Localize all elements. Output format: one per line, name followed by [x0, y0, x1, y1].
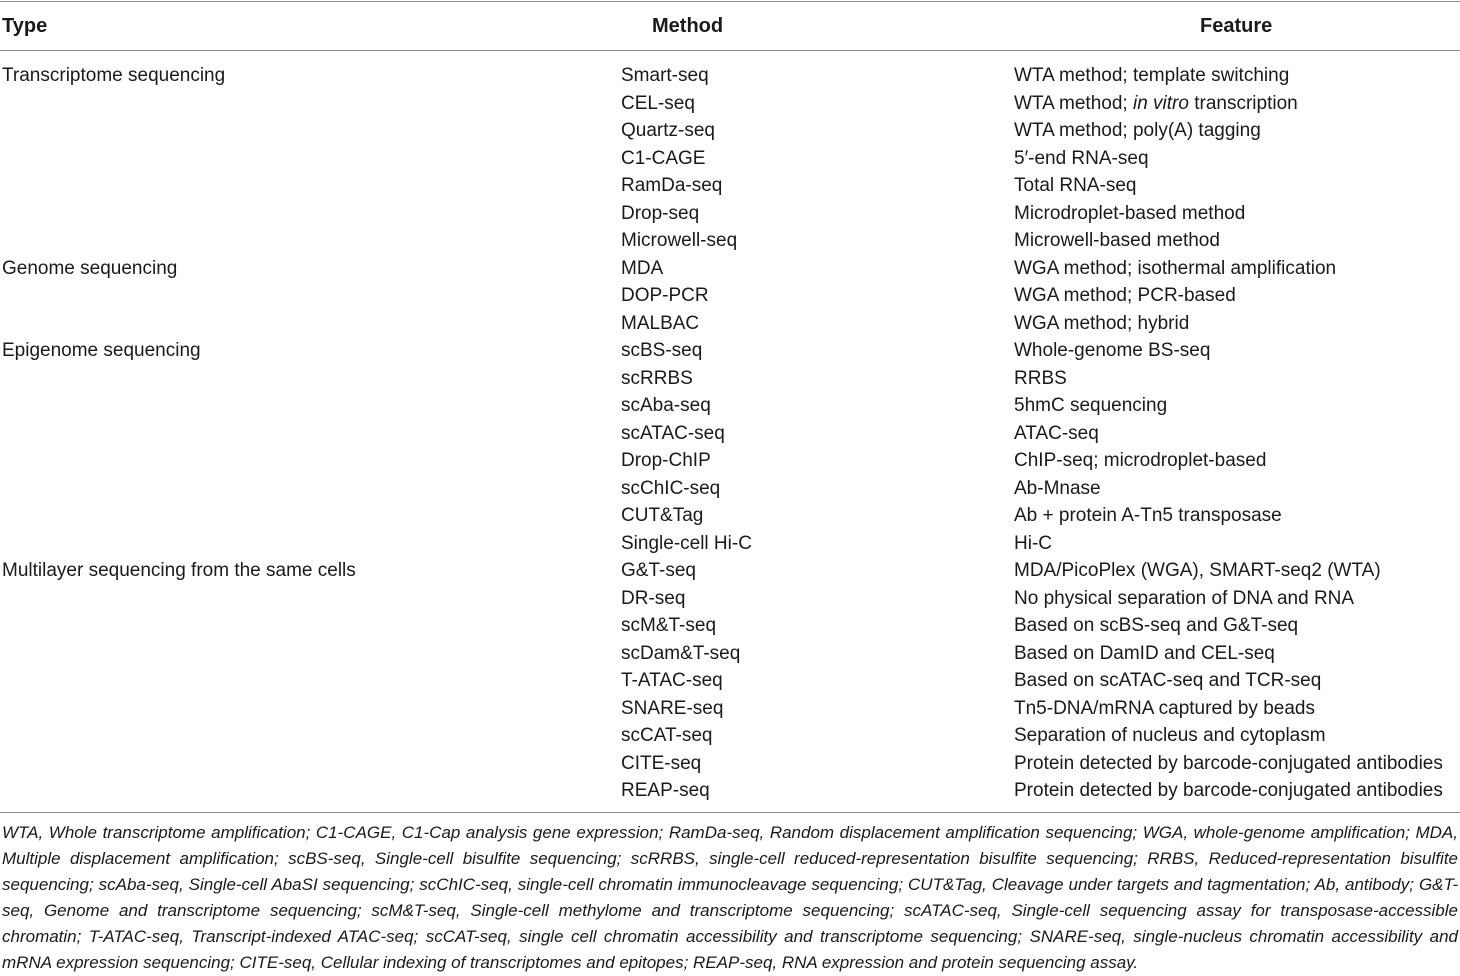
cell-feature-italic: in vitro: [1132, 92, 1189, 114]
cell-method: SNARE-seq: [621, 697, 724, 719]
column-header-feature: Feature: [1200, 15, 1273, 37]
cell-feature: WTA method; poly(A) tagging: [1014, 120, 1261, 141]
cell-method: CUT&Tag: [621, 505, 704, 526]
cell-method: Drop-seq: [621, 202, 700, 224]
table-row: [0, 447, 1460, 475]
cell-method: scChIC-seq: [621, 477, 721, 499]
cell-method: C1-CAGE: [621, 147, 706, 169]
cell-feature: [1014, 90, 1298, 118]
table-row: [0, 392, 1460, 420]
cell-feature: Based on scBS-seq and G&T-seq: [1014, 615, 1299, 636]
cell-method: Quartz-seq: [621, 120, 715, 141]
cell-feature-text: transcription: [1188, 92, 1298, 114]
cell-feature: RRBS: [1014, 367, 1067, 389]
cell-feature: Tn5-DNA/mRNA captured by beads: [1014, 697, 1315, 719]
cell-feature: Whole-genome BS-seq: [1014, 340, 1211, 361]
table-top-rule: [0, 1, 1460, 2]
cell-method: scATAC-seq: [621, 422, 725, 444]
table-row: [0, 612, 1460, 640]
table-row: [0, 172, 1460, 200]
cell-method: Smart-seq: [621, 65, 709, 86]
table-row: [0, 117, 1460, 145]
table-row: [0, 90, 1460, 118]
column-header-method: Method: [652, 15, 724, 37]
cell-method: MDA: [621, 257, 664, 279]
cell-method: scBS-seq: [621, 340, 703, 361]
cell-method: scM&T-seq: [621, 615, 717, 636]
cell-method: DR-seq: [621, 587, 686, 609]
table-row: [0, 145, 1460, 173]
table-footnote: WTA, Whole transcriptome amplification; C1-CAGE, C1-Cap analysis gene expression; RamDa-seq, Random displacement amplification sequencing; WGA, whole-genome amplification; MDA, Multiple displacement amplification; scBS-seq, Single-cell bisulfite sequencing; scRRBS, single-cell reduced-representation bisulfite sequencing; RRBS, Reduced-representation bisulfite sequencing; scAba-seq, Single-cell AbaSI sequencing; scChIC-seq, single-cell chromatin immunocleavage sequencing; CUT&Tag, Cleavage under targets and tagmentation; Ab, antibody; G&T-seq, Genome and transcriptome sequencing; scM&T-seq, Single-cell methylome and transcriptome sequencing; scATAC-seq, Single-cell sequencing assay for transposase-accessible chromatin; T-ATAC-seq, Transcript-indexed ATAC-seq; scCAT-seq, single cell chromatin accessibility and transcriptome sequencing; SNARE-seq, single-nucleus chromatin accessibility and mRNA expression sequencing; CITE-seq, Cellular indexing of transcriptomes and epitopes; REAP-seq, RNA expression and protein sequencing assay.: [2, 823, 1458, 972]
cell-feature: Ab + protein A-Tn5 transposase: [1014, 505, 1282, 526]
cell-feature: ChIP-seq; microdroplet-based: [1014, 450, 1267, 471]
cell-feature: Protein detected by barcode-conjugated antibodies: [1014, 752, 1443, 774]
cell-method: scRRBS: [621, 367, 693, 389]
table-row: [0, 200, 1460, 228]
table-row: [0, 502, 1460, 530]
cell-feature: WGA method; PCR-based: [1014, 285, 1236, 306]
cell-method: Microwell-seq: [621, 230, 738, 251]
table-row: [0, 667, 1460, 695]
header-bottom-rule: [0, 50, 1460, 51]
cell-feature: Microdroplet-based method: [1014, 202, 1246, 224]
cell-feature: MDA/PicoPlex (WGA), SMART-seq2 (WTA): [1014, 560, 1381, 581]
cell-method: scDam&T-seq: [621, 642, 741, 664]
column-header-type: Type: [2, 15, 48, 37]
cell-feature: Ab-Mnase: [1014, 477, 1101, 499]
cell-method: MALBAC: [621, 312, 700, 334]
table-row: [0, 722, 1460, 750]
table-row: [0, 530, 1460, 558]
cell-type: Multilayer sequencing from the same cells: [2, 560, 356, 581]
cell-feature: 5′-end RNA-seq: [1014, 147, 1149, 169]
table-row: [0, 227, 1460, 255]
cell-feature: Microwell-based method: [1014, 230, 1220, 251]
cell-feature: No physical separation of DNA and RNA: [1014, 587, 1355, 609]
cell-method: scCAT-seq: [621, 725, 713, 746]
cell-method: REAP-seq: [621, 780, 710, 801]
cell-feature-text: WTA method;: [1014, 92, 1133, 114]
table-row: [0, 585, 1460, 613]
cell-feature: WTA method; template switching: [1014, 65, 1290, 86]
table-row: [0, 777, 1460, 805]
cell-method: T-ATAC-seq: [621, 670, 723, 691]
cell-feature: 5hmC sequencing: [1014, 395, 1168, 416]
table-row: [0, 337, 1460, 365]
cell-feature: Protein detected by barcode-conjugated antibodies: [1014, 780, 1443, 801]
cell-method: CITE-seq: [621, 752, 702, 774]
table-row: [0, 310, 1460, 338]
table-row: [0, 695, 1460, 723]
cell-feature: WGA method; isothermal amplification: [1014, 257, 1337, 279]
cell-feature: ATAC-seq: [1014, 422, 1099, 444]
table-row: [0, 255, 1460, 283]
cell-method: DOP-PCR: [621, 285, 709, 306]
cell-feature: WGA method; hybrid: [1014, 312, 1190, 334]
cell-method: CEL-seq: [621, 92, 695, 114]
table-row: [0, 640, 1460, 668]
cell-method: scAba-seq: [621, 395, 711, 416]
cell-feature: Hi-C: [1014, 532, 1052, 554]
table-row: [0, 62, 1460, 90]
table-row: [0, 420, 1460, 448]
cell-type: Transcriptome sequencing: [2, 65, 226, 86]
cell-method: Drop-ChIP: [621, 450, 711, 471]
cell-feature: Based on DamID and CEL-seq: [1014, 642, 1275, 664]
cell-feature: Total RNA-seq: [1014, 175, 1137, 196]
table-row: [0, 365, 1460, 393]
cell-method: RamDa-seq: [621, 175, 723, 196]
table-row: [0, 557, 1460, 585]
cell-method: G&T-seq: [621, 560, 696, 581]
cell-type: Epigenome sequencing: [2, 340, 201, 361]
cell-feature: Separation of nucleus and cytoplasm: [1014, 725, 1326, 746]
table-body: [0, 62, 1460, 805]
cell-feature: Based on scATAC-seq and TCR-seq: [1014, 670, 1322, 691]
table-bottom-rule: [0, 812, 1460, 813]
table-row: [0, 282, 1460, 310]
cell-type: Genome sequencing: [2, 257, 178, 279]
cell-method: Single-cell Hi-C: [621, 532, 752, 554]
table-row: [0, 750, 1460, 778]
table-row: [0, 475, 1460, 503]
